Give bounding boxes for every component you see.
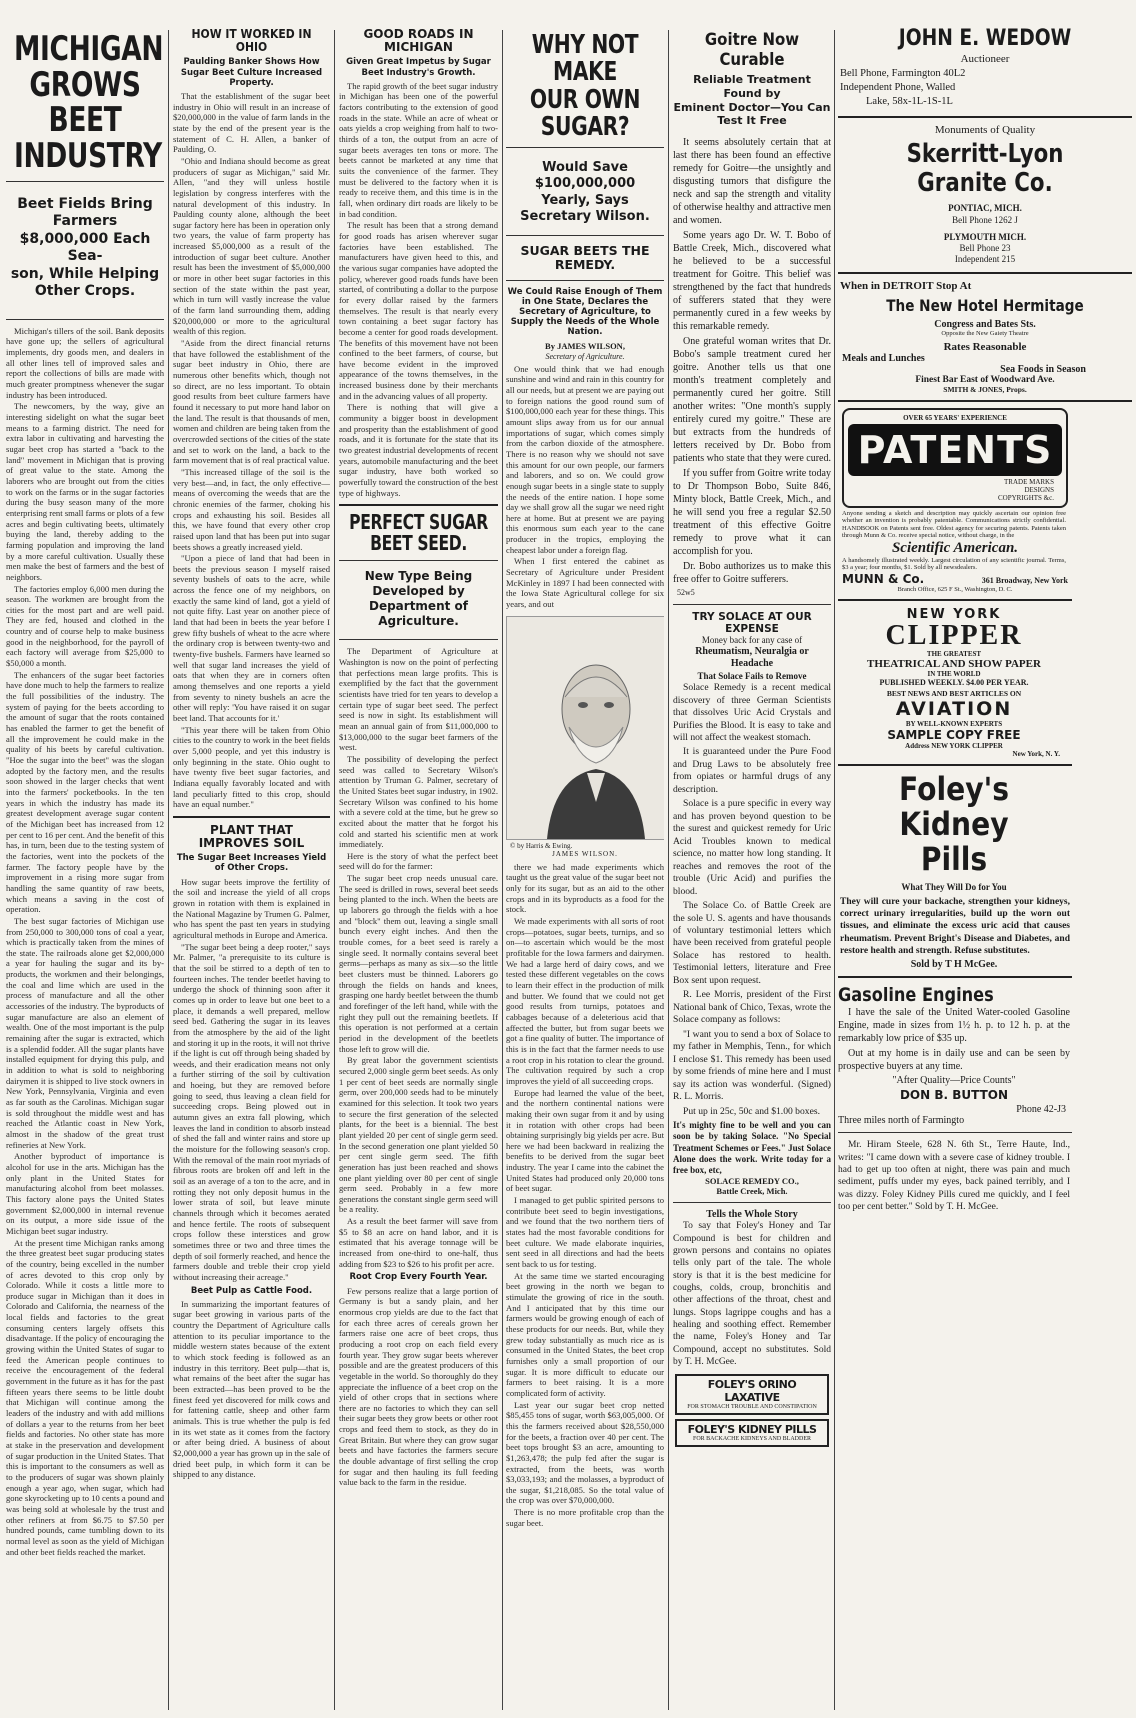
article-body: [506, 364, 664, 610]
munn-line: [838, 572, 1132, 586]
patents-marks: [848, 478, 1062, 502]
article-body: [339, 81, 498, 499]
foley-ad-body: [673, 1220, 831, 1368]
phone-line: Independent Phone, Walled: [840, 82, 956, 94]
headline-line: BEET INDUSTRY: [14, 100, 162, 177]
paragraph: In summarizing the important features of sugar beet growing in various parts of the country the Department of Agriculture calls attention to its peculiar importance to the middle western states because of the extent to which stock feeding is followed as an industry in this territory. Beet pulp—that is, what remains of the beet after the sugar has been extracted—has been proved to be the finest feed yet discovered for milk cows and for fattening cattle, sheep and other farm animals. This is true whether the pulp is fed in its wet state as it comes from the factory or after being dried. A business of about $2,000,000 a year has grown up in the sale of dried beet pulp, in which form it can be shipped to any distance.: [173, 1298, 330, 1480]
article-body: [506, 862, 664, 1529]
gasoline-slogan: "After Quality—Price Counts": [892, 1075, 1016, 1087]
paragraph: "The sugar beet being a deep rooter," says Mr. Palmer, "a prerequisite to its culture is that the soil be stirred to a depth of ten to fourteen inches. The tender beetlet having to undergo the shock of thinning soon after it comes up in order to leave but one beet to a place, it demands a well prepared, mellow seed bed. Gathering the sugar in its leaves from the atmosphere by the aid of the light and storing it up in the roots, it will not thrive if the light is cut off through being shaded by weeds, and their eradication means not only a further stirring of the soil by cultivation and hoeing, but they are removed before going to seed, thus leaving a clean field for succeeding crops. Being plowed out in autumn gives an extra fall plowing, which leaves the land in condition to absorb instead of shed the fall and winter rains and store up the moisture for the following season's crop. With the removal of the main root myriads of fibrous roots are broken off and left in the soil as an average of a ton to the acre, and in rotting they not only deposit humus in the lower strata of soil, but leave minute channels through which it becomes aerated and hence fertile. The roots of subsequent crops follow these interstices and grow sometimes three or two and three times the depth of soil formerly reached, and hence the farmers double and treble their crop yield without increasing their acreage.": [173, 941, 330, 1282]
hotel-seafoods: Sea Foods in Season: [1000, 363, 1086, 375]
solace-headline: TRY SOLACE AT OUR EXPENSE: [692, 610, 812, 635]
logo-line: Kidney: [899, 805, 1009, 844]
clipper-address: Address NEW YORK CLIPPER: [905, 742, 1003, 751]
skerritt-pontiac: [838, 203, 1132, 226]
paragraph: The Solace Co. of Battle Creek are the sole U. S. agents and have thousands of voluntary testimonial letters which have been received from grateful people Solace has restored to health. Testimonial letters, literature and Free Box sent upon request.: [673, 900, 831, 986]
address-line: PLYMOUTH MICH.: [943, 231, 1027, 242]
logo-line: Pills: [920, 840, 988, 879]
scientific-american-body: A handsomely illustrated weekly. Largest circulation of any scientific journal. Terms, $3 a year; four months, $1. Sold by all newsdealers.: [842, 556, 1066, 572]
subhead: Beet Pulp as Cattle Food.: [190, 1285, 313, 1296]
photo-name: JAMES WILSON.: [552, 849, 618, 858]
address-line: Bell Phone 1262 J: [952, 214, 1018, 225]
wedow-title: Auctioneer: [960, 53, 1010, 65]
column-rule: [168, 30, 169, 1710]
paragraph: At the present time Michigan ranks among the three greatest beet sugar producing states of the country, being excelled in the number of acres devoted to this crop only by Colorado. While it costs a little more to produce sugar in Michigan than it does in Colorado and California, the nearness of the local fields and factories to the great consuming centers largely offsets this disadvantage. If the policy of encouraging the growing within the United States of sugar to feed the American people continues to receive the encouragement of the federal government in the future as it has for the past fifteen years there seems to be little doubt that Michigan will continue among the leaders of the industry and with add millions of dollars a year to the returns from her beet fields and factories. No other state has more at stake in the preservation and development of sugar production in the United States. That this is important to the consumers as well as to the producers of sugar was shown plainly enough a year ago, when sugar, which had gone skyrocketing up to 10 cents a pound and was being sold at wholesale by the trust and other refiners at from $6.75 to $7.50 per hundred pounds, came tumbling down to its normal level as soon as the yield of Michigan and other beet fields reached the market.: [6, 1237, 164, 1557]
clipper-experts: BY WELL-KNOWN EXPERTS: [905, 720, 1003, 729]
paragraph: Dr. Bobo authorizes us to make this free offer to Goitre sufferers.: [673, 561, 831, 585]
paragraph: Solace Remedy is a recent medical discovery of three German Scientists that dissolves Uric Acid Crystals and Purifies the Blood. It is easy to take and will not affect the weakest stomach.: [673, 682, 831, 743]
foley-headline: Tells the Whole Story: [706, 1209, 798, 1221]
paragraph: We made experiments with all sorts of root crops—potatoes, sugar beets, turnips, and so on—to ascertain which would be the most profitable for the Iowa farmers and dairymen. We had a large herd of dairy cows, and we tested these different vegetables on the cows to learn their effect in the production of milk and butter. We found that we could not get good results from turnips, potatoes and cabbages because of a deleterious acid that affected the butter, but from sugar beets we got a fine quality of butter. The importance of this is in the fact that the farmer needs to use a root crop in his rotation to clear the ground. The cultivation required by such a crop improves the yield of all succeeding crops.: [506, 916, 664, 1086]
deck-line: Would Save $100,000,000: [534, 160, 636, 192]
headline-line: OUR OWN SUGAR?: [529, 84, 641, 142]
clipper-title: CLIPPER: [885, 620, 1023, 652]
paragraph: The sugar beet crop needs unusual care. The seed is drilled in rows, several beet seeds being planted to the inch. When the beets are up laborers go through the fields with a hoe and "block" them out, leaving a single small bunch every eight inches. And then the trouble comes, for a beet seed is rarely a single seed. It normally contains several beet germs—perhaps as many as six—so the little beet clusters must be thinned. Laborers go through the fields on hands and knees, grasping one hardy beetlet between the thumb and forefinger of the left hand, while with the right they pull out the remaining beetlets. If this operation is not performed at a certain period in the development of the beetlets those left to grow will die.: [339, 873, 498, 1054]
clipper-city: New York, N. Y.: [1012, 750, 1060, 759]
paragraph: The result has been that a strong demand for good roads has arisen wherever sugar factories have been established. The manufacturers have given heed to this, and the various sugar companies have adopted the policy, wherever good roads funds have been started, of contributing a dollar to the purpose for every dollar raised by the farmers themselves. The result is that nearly every town containing a beet sugar factory has become a center for good roads development. The benefits of this movement have not been confined to the beet farmers, of course, but have become evident in the improved appearance of the towns themselves, in the increased business done by their merchants and in the advancing values of all property.: [339, 220, 498, 401]
phone-line: Bell Phone, Farmington 40L2: [840, 68, 966, 79]
headline-perfect-sugar: [349, 512, 489, 554]
banner-title: FOLEY'S KIDNEY PILLS: [687, 1423, 817, 1437]
solace-subhead: [673, 635, 831, 683]
clipper-ad: [838, 607, 1132, 758]
paragraph: R. Lee Morris, president of the First National bank of Chico, Texas, wrote the Solace company as follows:: [673, 989, 831, 1026]
headline-good-roads: GOOD ROADS IN MICHIGAN: [363, 28, 474, 55]
clipper-published: PUBLISHED WEEKLY. $4.00 PER YEAR.: [879, 678, 1029, 688]
clipper-new-york: NEW YORK: [906, 607, 1002, 623]
paragraph: "I want you to send a box of Solace to my father in Memphis, Tenn., for which I enclose $1. This remedy has been used by some friends of mine here and I must say its action was wonderful. (Signed) R. L. Morris.: [673, 1028, 831, 1103]
column-1: [6, 28, 164, 1712]
patents-body: Anyone sending a sketch and description may quickly ascertain our opinion free whether an invention is probably patentable. Communications strictly confidential. HANDBOOK on Patents sent free. Oldest agency for securing patents. Patents taken through Munn & Co. receive special notice, without charge, in the: [842, 509, 1066, 540]
deck-line: Yearly, Says Secretary Wilson.: [520, 192, 650, 224]
deck-would-save: [506, 160, 664, 225]
signature-line: Battle Creek, Mich.: [716, 1186, 788, 1197]
scientific-american-title: Scientific American.: [891, 539, 1019, 556]
kicker: The Sugar Beet Increases Yield of Other Crops.: [176, 853, 327, 874]
subhead: Root Crop Every Fourth Year.: [349, 1272, 488, 1283]
paragraph: "This increased tillage of the soil is the very best—and, in fact, the only effective—means of overcoming the weeds that are the chronic enemies of the farmer, choking his crops and exhausting his soil. Besides all this, we have found that every other crop raised upon land that has been put into sugar beets shows a greatly increased yield.: [173, 466, 330, 552]
hotel-meals: Meals and Lunches: [842, 352, 925, 364]
deck-line: Department of Agriculture.: [368, 599, 468, 629]
detroit-label: When in DETROIT Stop At: [840, 279, 972, 292]
deck-new-type: [339, 569, 498, 629]
paragraph: When I first entered the cabinet as Secretary of Agriculture under President McKinley in 1897 I had been connected with the Iowa State Agricultural college for six years, and out: [506, 556, 664, 610]
column-3: [339, 28, 498, 1712]
munn-name: MUNN & Co.: [842, 571, 925, 586]
subhead-line: Money back for any case of: [701, 634, 803, 645]
wedow-phones: [838, 67, 1132, 110]
skerritt-plymouth: [838, 232, 1132, 266]
foleys-body: They will cure your backache, strengthen your kidneys, correct urinary irregularities, build up the worn out tissues, and eliminate the excess uric acid that causes rheumatism. Prevent Bright's Disease and Diabetes, and restore health and strength. Refuse substitutes.: [840, 896, 1070, 956]
gasoline-location: Three miles north of Farmingto: [838, 1115, 965, 1127]
headline-line: BEET SEED.: [370, 531, 467, 556]
kicker: We Could Raise Enough of Them in One State, Declares the Secretary of Agriculture, to Supply the Needs of the Whole Nation.: [507, 286, 663, 338]
paragraph: Here is the story of what the perfect beet seed will do for the farmer:: [339, 850, 498, 872]
clipper-world: IN THE WORLD: [927, 670, 981, 679]
byline-title: Secretary of Agriculture.: [545, 351, 625, 361]
paragraph: Put up in 25c, 50c and $1.00 boxes.: [683, 1105, 820, 1117]
banner-title: FOLEY'S ORINO LAXATIVE: [707, 1378, 797, 1405]
foleys-tagline: What They Will Do for You: [901, 881, 1007, 892]
paragraph: One would think that we had enough sunshine and wind and rain in this country for all our needs, but at present we are paying out to foreign nations the good round sum of $100,000,000 each year for these things. This amount slips away from us for our annual importations of sugar, which comes simply from the carbon dioxide of the atmosphere. There is no reason why we should not save this amount for our own people, our farmers and laborers, and so on. We could grow enough sugar beets in a single state to supply the needs of the entire nation. I hope some day we shall grow all the sugar we need right here at home. But at present we are paying this enormous sum each year to the cane producer in the tropics, employing the cheapest labor under a foreign flag.: [506, 363, 664, 555]
headline-line: PERFECT SUGAR: [349, 510, 488, 535]
paragraph: The Department of Agriculture at Washington is now on the point of perfecting that perfections mean large profits. This is exemplified by the fact that the government scientists have tried for ten years to develop a certain type of sugar beet seed. The perfect seed is now in sight. Its establishment will mean an annual gain of from $11,000,000 to $13,000,000 to the sugar beet farmers of the west.: [339, 646, 498, 753]
column-6: [838, 26, 1132, 1712]
deck-line: Reliable Treatment Found by: [693, 73, 811, 100]
kicker: Given Great Impetus by Sugar Beet Industry's Growth.: [346, 57, 491, 78]
skerritt-lyon-name: [864, 140, 1105, 200]
paragraph: The possibility of developing the perfect seed was called to Secretary Wilson's attention by Truman G. Palmer, secretary of the United States beet sugar industry, in 1902. Secretary Wilson was confined to his home with a severe cold at the time, but he grew so excited about the matter that he forgot his cold and started his scientific men at work immediately.: [339, 753, 498, 850]
portrait-james-wilson: [506, 616, 664, 840]
subhead-line: Rheumatism, Neuralgia or Headache: [695, 645, 809, 670]
name-line: Granite Co.: [917, 168, 1053, 199]
photo-caption: [506, 842, 664, 850]
portrait-illustration: [507, 617, 664, 839]
solace-ad-body: [673, 682, 831, 1118]
gasoline-phone: Phone 42-J3: [1016, 1104, 1066, 1116]
paragraph: Some years ago Dr. W. T. Bobo of Battle Creek, Mich., discovered what he believed to be a successful treatment for Goitre. This belief was strengthened by the fact that hundreds of sufferers stated that they were permanently cured in a few weeks by this remarkable remedy.: [673, 230, 831, 332]
paragraph: How sugar beets improve the fertility of the soil and increase the yield of all crops grown in rotation with them is explained in the National Magazine by Trumen G. Palmer, who has spent the past ten years in studying agricultural methods in Europe and America.: [173, 876, 330, 940]
clipper-paper: THEATRICAL AND SHOW PAPER: [867, 658, 1041, 671]
deck-line: Eminent Doctor—You Can: [673, 100, 831, 114]
mark-line: COPYRIGHTS &c.: [997, 493, 1054, 502]
deck-line: Other Crops.: [34, 283, 136, 300]
paragraph: Another byproduct of importance is alcohol for use in the arts. Michigan has the only plant in the United States for manufacturing alcohol from beet molasses. This factory alone pays the United States government $2,000,000 in internal revenue on its output, a more side issue of the Michigan beet sugar industry.: [6, 1151, 164, 1236]
paragraph: The enhancers of the sugar beet factories have done much to help the farmers to realize the full possibilities of the industry. The system of paying for the beets according to the amount of sugar that the roots contained has enabled the farmer to get the benefit of all the improvement he could make in the quality of his beets by careful cultivation. "Hoe the sugar into the beet" was the slogan adopted by the factory men, and the results soon showed in the larger checks that went into the farmers' pocketbooks. In the ten years in which the industry has made its greatest development average sugar content of the Michigan beet has increased from 12 per cent to 16 per cent. And the benefit of this has, in turn, been due to the testing system of the factories, went into the pockets of the farmer. The factory people have by the improvement in a rising more sugar from handling the same quantity of raw beets, which means a saving in the cost of operation.: [6, 669, 164, 915]
patents-over-years: OVER 65 YEARS' EXPERIENCE: [903, 413, 1007, 422]
paragraph: To say that Foley's Honey and Tar Compound is best for children and grown persons and contains no opiates tells only part of the tale. The whole story is that it is the best medicine for coughs, colds, croup, bronchitis and other affections of the throat, chest and lungs. Stops lagrippe coughs and has a healing and soothing effect. Remember the name, Foley's Honey and Tar Compound, accept no substitutes. Sold by T. H. McGee.: [673, 1221, 831, 1368]
hotel-bar: Finest Bar East of Woodward Ave.: [915, 374, 1055, 385]
foleys-kidney-ad: [838, 772, 1132, 970]
banner-subtitle: FOR BACKACHE KIDNEYS AND BLADDER: [692, 1436, 811, 1443]
paragraph: Solace is a pure specific in every way and has proven beyond question to be the surest and quickest remedy for Uric Acid Troubles known to medical science, no matter how long standing. It reaches and removes the root of the trouble (Uric Acid) and purifies the blood.: [673, 798, 831, 897]
gasoline-headline: Gasoline Engines: [838, 984, 994, 1007]
ad-code: 52w5: [677, 588, 695, 597]
paragraph: Michigan's tillers of the soil. Bank deposits have gone up; the sellers of agricultural implements, dry goods men, and dealers in all other lines tell of improved sales and report the collections of bills are made with much greater promptness whenever the sugar industry has been introduced.: [6, 325, 164, 400]
paragraph: The best sugar factories of Michigan use from 250,000 to 300,000 tons of coal a year, which is practically taken from the mines of the state. The railroads alone get $2,000,000 a year for hauling the sugar and its by-products, the workmen and their belongings, the coal and lime which are used in the process of manufacture and all the other accessories of the industry. The byproducts of sugar manufacture are also an element of wealth. One of the most important is the pulp remaining after the sugar is extracted, which is a splendid fodder. All the sugar plants have installed equipment for drying this pulp, and in addition to what is sold to neighboring dairymen it is shipped to live stock owners in New York, Pennsylvania, Virginia and even as far south as the Carolinas. Michigan sugar is sold throughout the middle west and has reached the Atlantic coast in New York, almost in the shadow of the great trust refineries at New York.: [6, 915, 164, 1150]
deck-goitre: [673, 73, 831, 128]
photo-credit: © by Harris & Ewing.: [510, 841, 573, 850]
mark-line: DESIGNS: [1024, 485, 1054, 494]
paragraph: Last year our sugar beet crop netted $85,455 tons of sugar, worth $63,005,000. Of this the farmers received about $28,550,000 for the beets, a fraction over 40 per cent. The beet tops brought $3 an acre, amounting to $1,263,478; the pulp fed after the sugar is extracted, from the beets, was worth $3,033,193; and the molasses, a byproduct of the sugar, $1,218,085. So the total value of the crop was over $70,000,000.: [506, 1399, 664, 1506]
article-body: [173, 91, 330, 810]
solace-call-to-action: It's mighty fine to be well and you can soon be by taking Solace. "No Special Treatment Schemes or Fees." Just Solace Alone does the work. Write today for a free box, etc,: [673, 1120, 831, 1176]
deck-line: $8,000,000 Each Sea-: [19, 230, 151, 265]
article-body: [6, 326, 164, 1557]
deck-line: son, While Helping: [10, 265, 160, 282]
paragraph: The rapid growth of the beet sugar industry in Michigan has been one of the powerful factors contributing to the extension of good roads in the state. While an acre of wheat or oats yields a crop weighing from half to two-thirds of a ton, the output from an acre of sugar beets averages ten tons or more. The beets cannot be marketed at any time that suits the convenience of the farmer. They must be delivered to the factory when it is ready to receive them, and this time is in the fall, when ordinary dirt roads are likely to be in bad condition.: [339, 80, 498, 219]
goitre-ad-body: [673, 136, 831, 586]
clipper-sample: SAMPLE COPY FREE: [887, 728, 1021, 743]
gasoline-body: [838, 1006, 1070, 1073]
gasoline-engines-ad: [838, 984, 1132, 1126]
column-rule: [334, 30, 335, 1710]
paragraph: That the establishment of the sugar beet industry in Ohio will result in an increase of $20,000,000 in the value of farm lands in the state by the end of the present year is the statement of C. H. Allen, a banker of Paulding, O.: [173, 90, 330, 155]
article-body: [339, 1286, 498, 1488]
paragraph: One grateful woman writes that Dr. Bobo's sample treatment cured her goitre. Another tells us that one month's treatment completely and permanently cured her goitre. Still another writes: "One month's supply entirely cured my goitre." These are but extracts from the hundreds of letters received by Dr. Bobo from patients who state that they were cured.: [673, 336, 831, 464]
banner-subtitle: FOR STOMACH TROUBLE AND CONSTIPATION: [687, 1404, 817, 1411]
headline-michigan-grows: [14, 29, 164, 177]
deck-line: Test It Free: [717, 114, 787, 128]
hotel-proprietors: SMITH & JONES, Props.: [943, 384, 1027, 394]
hotel-address-note: Opposite the New Gaiety Theatre: [941, 329, 1029, 337]
phone-line: Lake, 58x-1L-1S-1L: [866, 96, 953, 108]
paragraph: The newcomers, by the way, give an interesting sidelight on what the sugar beet means to a farming district. The need for extra labor in cultivating and harvesting the sugar beet crop has started a "back to the land" movement in Michigan that is proving of great value to the state. Among the laborers who are brought out from the cities to work on the farms or in the sugar factories during the busy season many of the more enterprising rent small farms or plots of a few acres and begin cultivating beets, ultimately buying the land, thereby adding to the farming population and improving the land by a more careful cultivation. Usually these men make the best of farmers and the best of neighbors.: [6, 401, 164, 582]
solace-signature: [673, 1176, 831, 1196]
paragraph: It seems absolutely certain that at last there has been found an effective remedy for Goitre—the unsightly and disgusting tumors that disfigure the neck and sap the strength and vitality of otherwise healthy and attractive men and women.: [673, 137, 831, 226]
clipper-subtitle: THE GREATEST: [926, 650, 982, 659]
clipper-aviation: AVIATION: [895, 698, 1013, 721]
clipper-best-news: BEST NEWS AND BEST ARTICLES ON: [886, 689, 1022, 699]
munn-address: 361 Broadway, New York: [981, 575, 1068, 585]
headline-plant-improves-soil: PLANT THAT IMPROVES SOIL: [198, 822, 305, 851]
patents-logo: PATENTS: [848, 424, 1062, 476]
deck-line: Beet Fields Bring Farmers: [17, 195, 153, 230]
subhead-line: That Solace Fails to Remove: [697, 670, 807, 681]
column-rule: [834, 30, 835, 1710]
paragraph: At the same time we started encouraging beet growing in the north we began to stimulate the growing of rice in the south. And I anticipated that by this time our farmers would be growing enough of each of these products for our needs. But, while they grew today substantially as much rice as is consumed in the United States, the beet crop furnishes only a small proportion of our sugar. It is more difficult to educate our farmers to beet raising. It is a more complicated form of activity.: [506, 1270, 664, 1398]
foleys-logo: [852, 772, 1056, 878]
article-body: [339, 646, 498, 1269]
address-line: Independent 215: [954, 254, 1016, 265]
column-rule: [502, 30, 503, 1710]
paragraph: I have the sale of the United Water-cooled Gasoline Engine, made in sizes from 1½ h. p. to 12 h. p. at the remarkably low price of $35 up.: [838, 1007, 1070, 1045]
paragraph: "Upon a piece of land that had been in beets the previous season I myself raised seventy bushels of oats to the acre, while across the fence one of my neighbors, on exactly the same kind of land, got a yield of not quite fifty. Last year on another piece of land that had been in beets the year before I grew fifty bushels of wheat to the acre where the ordinary crop is between twenty-two and twenty-five bushels. Farmers have learned so well that sugar land increases the yield of oats that when they are in corners often among themselves and one reports a yield from seventy to ninety bushels an acre the other will reply: 'You have raised it on sugar beet land. That accounts for it.': [173, 553, 330, 723]
paragraph: "This year there will be taken from Ohio cities to the country to work in the beet fields over 5,000 people, and yet this industry is only beginning in the state. Ohio ought to have twenty five beet sugar factories, and Indiana equally favorably located and with land peculiarly fitted to this crop, should have an equal number.": [173, 724, 330, 810]
monuments-label: Monuments of Quality: [934, 123, 1036, 136]
headline-sugar-beets-remedy: SUGAR BEETS THE REMEDY.: [520, 243, 650, 272]
munn-branch: Branch Office, 625 F St., Washington, D. C.: [897, 585, 1013, 593]
headline-why-not-make: [512, 32, 657, 141]
article-body: [173, 1299, 330, 1480]
column-5: [673, 28, 831, 1712]
hotel-name: The New Hotel Hermitage: [886, 295, 1084, 315]
hotel-rates: Rates Reasonable: [943, 340, 1027, 353]
hotel-address: Congress and Bates Sts.: [934, 318, 1036, 330]
paragraph: If you suffer from Goitre write today to Dr Thompson Bobo, Suite 846, Minty block, Battle Creek, Mich., and he will send you free a regular $2.50 treatment of this effective Goitre remedy to prove what it can accomplish for you.: [673, 468, 831, 557]
signature-line: SOLACE REMEDY CO.,: [705, 1176, 799, 1187]
paragraph: It is guaranteed under the Pure Food and Drug Laws to be absolutely free from opiates or harmful drugs of any description.: [673, 746, 831, 795]
deck-line: New Type Being Developed by: [364, 569, 473, 599]
paragraph: There is no more profitable crop than the sugar beet.: [506, 1507, 664, 1528]
patents-ad: [842, 408, 1068, 508]
headline-how-it-worked: HOW IT WORKED IN OHIO: [191, 28, 312, 55]
byline: By JAMES WILSON,: [545, 340, 625, 351]
paragraph: Few persons realize that a large portion of Germany is but a sandy plain, and her enormous crop yields are due to the fact that for each three acres of cereals grown her farmers raise one acre of beet crops, thus producing a root crop on each field every fourth year. They grow sugar beets wherever possible and are the greatest producers of this vegetable in the world. So thoroughly do they appreciate the influence of a beet crop on the yield of other crops that in sections where there are no factories to which they can sell their sugar beets they grow beets or other root crops and feed them to stock, as they do in Great Britain. But where they can grow sugar beets and have factories the farmers secure the double advantage of first selling the crop for sugar and then hauling its full feeding value back to the farm in the residue.: [339, 1285, 498, 1488]
paragraph: "Aside from the direct financial returns that have followed the establishment of the sugar beet industry in Ohio, there are numerous other benefits which, though not so direct, are no less important. To obtain good results from beet culture farmers have found it necessary to put more hand labor on the land. The result is that thousands of men, women and children are being taken from the overcrowded sections of the cities of the state and set to work on the land, a back to the farm movement that is of real practical value.: [173, 338, 330, 466]
headline-goitre: Goitre Now Curable: [704, 30, 800, 70]
paragraph: Mr. Hiram Steele, 628 N. 6th St., Terre Haute, Ind., writes: "I came down with a severe case of kidney trouble. I had to get up too often at night, there was pain and much sediment, puffs under my eyes, back pained terribly, and I was dizzy. Foley Kidney Pills cured me quickly, and I feel too per cent better." Sold by T. H. McGee.: [838, 1140, 1070, 1213]
paragraph: The factories employ 6,000 men during the season. The workmen are brought from the cities for the most part and are well paid. They are fed, housed and clothed in the country and of course help to make business good in the neighborhood, for the payroll of each factory will average from $25,000 to $50,000 a month.: [6, 583, 164, 669]
paragraph: As a result the beet farmer will save from $5 to $8 an acre on hand labor, and it is estimated that his average tonnage will be increased from one-third to one-half, thus adding from $23 to $26 to his profit per acre.: [339, 1216, 498, 1269]
headline-line: WHY NOT MAKE: [531, 30, 639, 88]
foleys-sold-by: Sold by T H McGee.: [910, 959, 998, 971]
name-line: Skerritt-Lyon: [906, 138, 1064, 169]
kicker: Paulding Banker Shows How Sugar Beet Culture Increased Property.: [180, 57, 323, 88]
column-4: [506, 28, 664, 1712]
address-line: PONTIAC, MICH.: [948, 203, 1022, 214]
paragraph: I managed to get public spirited persons to contribute beet seed to begin investigations, and we found that the two northern tiers of states had the most favorable conditions for beet culture. We made elaborate inquiries, sent seed in all directions and had the beets sent back to us for testing.: [506, 1195, 664, 1270]
address-line: Bell Phone 23: [959, 243, 1011, 254]
foley-laxative-banner: [675, 1374, 829, 1415]
column-2: [173, 28, 330, 1712]
logo-line: Foley's: [899, 770, 1009, 809]
article-body: [173, 877, 330, 1283]
paragraph: Europe had learned the value of the beet, and the northern continental nations were making their own sugar from it and by using it in rotation with other crops had been obtaining surprisingly big yields per acre. But here we had been backward in realizing the benefits to be derived from the sugar beet industry. The year I came into the cabinet the United States had produced only 20,000 tons of beet sugar.: [506, 1087, 664, 1194]
column-rule: [668, 30, 669, 1710]
deck-beet-fields: [6, 196, 164, 301]
wedow-name: JOHN E. WEDOW: [898, 26, 1072, 51]
paragraph: There is nothing that will give a community a bigger boost in development and prosperity than the establishment of good roads, and it is fortunate for the state that its two greatest industrial developments of recent years, automobile manufacturing and the beet sugar industry, have both worked so powerfully toward the construction of the best type of highways.: [339, 402, 498, 498]
paragraph: "Ohio and Indiana should become as great producers of sugar as Michigan," said Mr. Allen, "and they will unless hostile legislation by congress interferes with the natural development of this industry. In Paulding county alone, although the beet sugar factory here has been in operation only two years, the value of farm property has increased $5,000,000 as a result of the introduction of sugar beet culture. Another result has been the investment of $5,000,000 or more in other beet sugar factories in this section of the state within the past year, which in turn will vastly increase the value of the farm land surrounding them, adding $20,000,000 or more to the agricultural wealth of this region.: [173, 155, 330, 337]
paragraph: Out at my home is in daily use and can be seen by prospective buyers at any time.: [838, 1048, 1070, 1073]
headline-line: MICHIGAN GROWS: [14, 29, 164, 105]
mark-line: TRADE MARKS: [1004, 477, 1054, 486]
foley-kidney-banner: [675, 1419, 829, 1447]
paragraph: By great labor the government scientists secured 2,000 single germ beet seeds. As only 1 per cent of beet seeds are normally single germ, over 200,000 seeds had to be minutely examined for this selection. It took two years to secure the first generation of the selected plants, for the beet is a biennial. The best plant yielded 20 per cent of single germ seed. In the second generation one plant yielded 50 per cent single germ seed. The fifth generation has just been reached and shows one plant yielding over 80 per cent of single germ seed. Probably in a few more generations the constant single germ seed will be a reality.: [339, 1055, 498, 1215]
gasoline-dealer: DON B. BUTTON: [899, 1088, 1009, 1103]
paragraph: there we had made experiments which taught us the great value of the sugar beet not only for its sugar, but as an aid to the other crops and in its byproducts as a food for the stock.: [506, 861, 664, 915]
steele-testimonial: [838, 1139, 1132, 1213]
